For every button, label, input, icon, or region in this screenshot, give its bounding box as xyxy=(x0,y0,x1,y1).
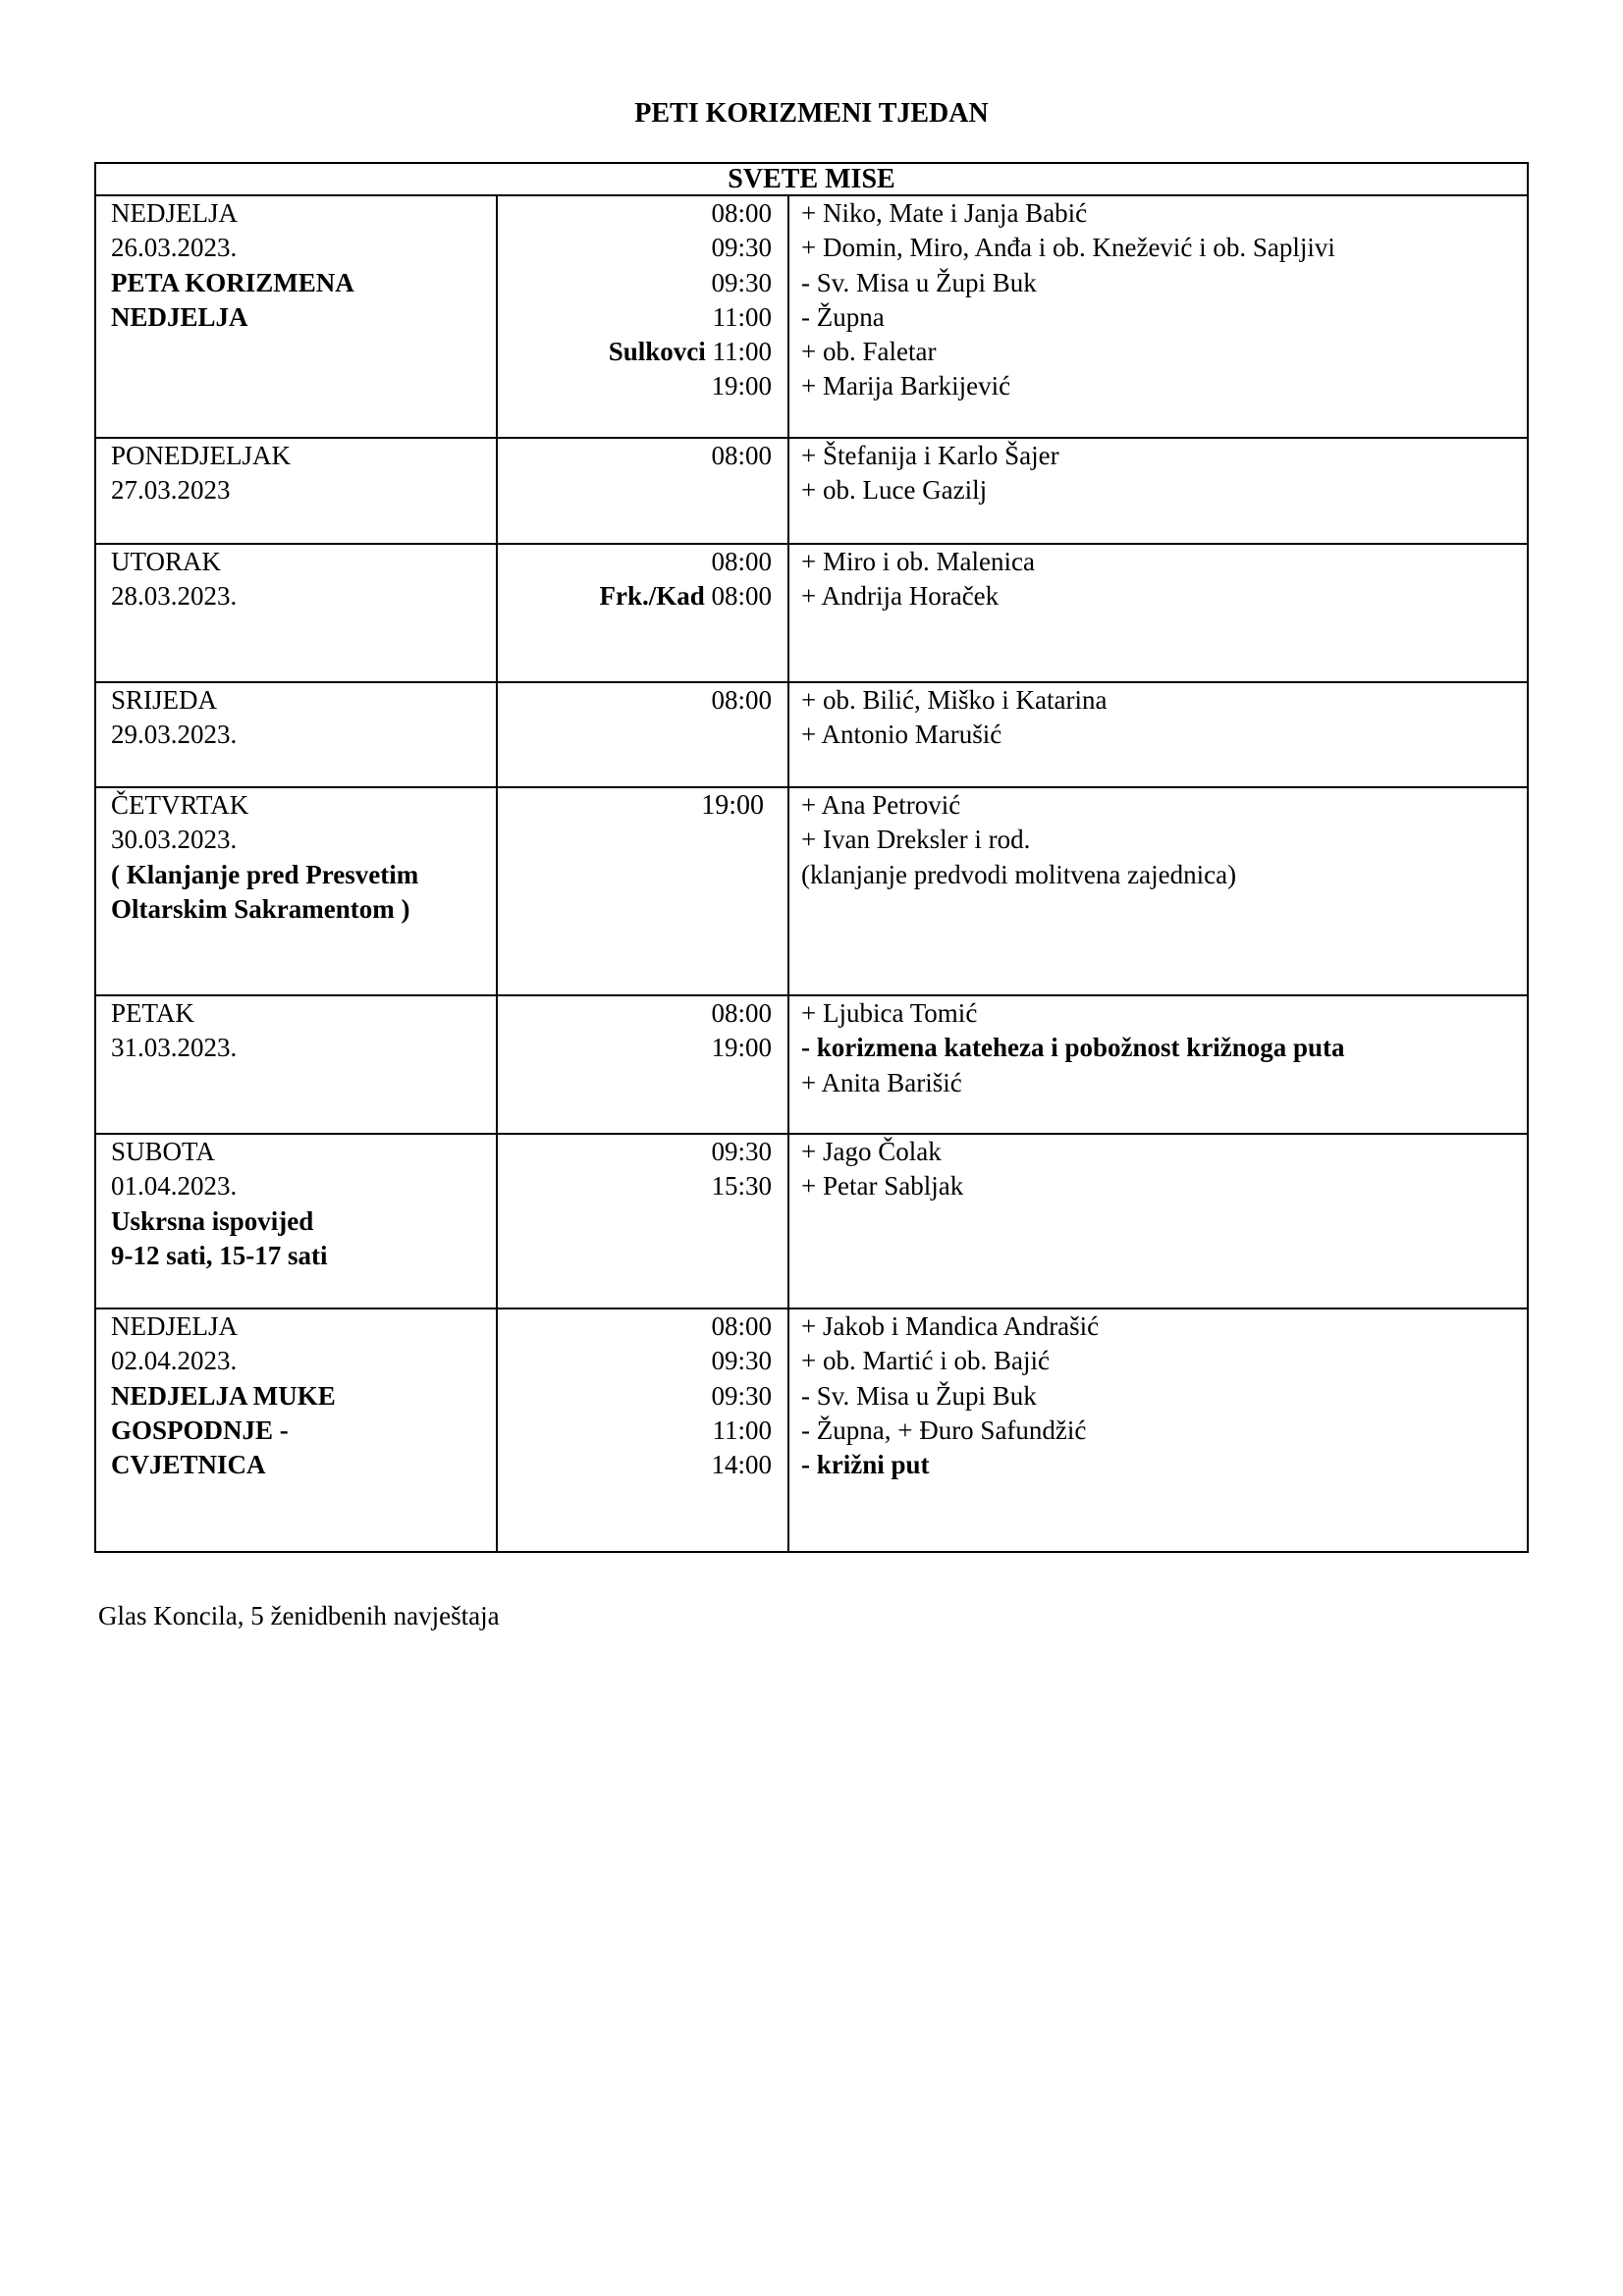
day-cell xyxy=(95,1308,497,1552)
day-name: PETAK xyxy=(111,998,194,1028)
mass-time-line xyxy=(498,545,772,579)
day-note: ( Klanjanje pred Presvetim xyxy=(111,859,419,889)
mass-intention: + Domin, Miro, Anđa i ob. Knežević i ob. Sapljivi xyxy=(801,233,1335,263)
day-date: 27.03.2023 xyxy=(111,475,231,506)
day-note: CVJETNICA xyxy=(111,1450,266,1480)
mass-time-line xyxy=(498,231,772,265)
mass-time-line xyxy=(498,266,772,300)
day-date: 31.03.2023. xyxy=(111,1033,238,1063)
mass-time: 08:00 xyxy=(711,441,772,470)
mass-time-line xyxy=(498,1379,772,1414)
mass-intention: - korizmena kateheza i pobožnost križnoga puta xyxy=(801,1033,1345,1063)
mass-time-line xyxy=(498,1344,772,1378)
day-cell xyxy=(95,438,497,544)
intentions-cell xyxy=(788,1134,1528,1308)
mass-intention: + Andrija Horaček xyxy=(801,581,1000,612)
times-cell xyxy=(497,682,788,787)
mass-intention: + ob. Martić i ob. Bajić xyxy=(801,1346,1050,1376)
mass-time: 09:30 xyxy=(711,1137,772,1166)
day-note: 9-12 sati, 15-17 sati xyxy=(111,1240,328,1270)
day-name: ČETVRTAK xyxy=(111,790,249,820)
times-cell xyxy=(497,1308,788,1552)
mass-time-line xyxy=(498,1135,772,1169)
mass-intention: (klanjanje predvodi molitvena zajednica) xyxy=(801,859,1237,889)
mass-intention: + Jago Čolak xyxy=(801,1137,942,1166)
day-note: GOSPODNJE - xyxy=(111,1415,289,1445)
day-cell xyxy=(95,544,497,682)
schedule-row xyxy=(95,1308,1528,1552)
times-cell xyxy=(497,438,788,544)
mass-time-line xyxy=(498,1414,772,1448)
mass-intention: - Sv. Misa u Župi Buk xyxy=(801,1380,1037,1411)
day-date: 28.03.2023. xyxy=(111,581,238,612)
mass-time: 19:00 xyxy=(701,790,764,821)
day-name: SUBOTA xyxy=(111,1137,215,1166)
mass-time-line xyxy=(498,369,772,403)
mass-intention: + Antonio Marušić xyxy=(801,720,1002,750)
mass-time-line xyxy=(498,300,772,335)
day-name: NEDJELJA xyxy=(111,198,238,228)
location-prefix: Frk./Kad xyxy=(599,581,705,612)
day-cell xyxy=(95,995,497,1134)
schedule-row xyxy=(95,995,1528,1134)
schedule-row xyxy=(95,682,1528,787)
schedule-row xyxy=(95,438,1528,544)
day-note: Uskrsna ispovijed xyxy=(111,1205,314,1236)
footer-note: Glas Koncila, 5 ženidbenih navještaja xyxy=(98,1601,500,1630)
mass-intention: - Sv. Misa u Župi Buk xyxy=(801,267,1037,297)
intentions-cell xyxy=(788,544,1528,682)
times-cell xyxy=(497,787,788,995)
day-cell xyxy=(95,787,497,995)
day-date: 01.04.2023. xyxy=(111,1171,238,1201)
schedule-row xyxy=(95,787,1528,995)
page-title: PETI KORIZMENI TJEDAN xyxy=(634,98,989,129)
table-header-row xyxy=(95,163,1528,195)
mass-intention: + Anita Barišić xyxy=(801,1067,962,1097)
mass-time-line xyxy=(498,1309,772,1344)
mass-time: 08:00 xyxy=(711,1311,772,1341)
schedule-row xyxy=(95,195,1528,438)
times-cell xyxy=(497,1134,788,1308)
mass-intention: + ob. Bilić, Miško i Katarina xyxy=(801,685,1108,715)
times-cell xyxy=(497,544,788,682)
mass-time: 15:30 xyxy=(711,1171,772,1201)
mass-time-line xyxy=(498,335,772,369)
mass-time-line xyxy=(498,1448,772,1482)
mass-time: 09:30 xyxy=(711,1346,772,1376)
mass-time: 19:00 xyxy=(711,371,772,401)
intentions-cell xyxy=(788,1308,1528,1552)
mass-time-line xyxy=(498,196,772,231)
intentions-cell xyxy=(788,787,1528,995)
mass-time: 09:30 xyxy=(711,1380,772,1411)
mass-time: 08:00 xyxy=(711,998,772,1028)
mass-time-line xyxy=(498,1031,772,1065)
intentions-cell xyxy=(788,682,1528,787)
day-note: NEDJELJA MUKE xyxy=(111,1380,336,1411)
mass-intention: + Miro i ob. Malenica xyxy=(801,547,1035,576)
mass-intention: - Župna xyxy=(801,301,885,332)
day-name: SRIJEDA xyxy=(111,685,218,715)
mass-time: 08:00 xyxy=(711,547,772,576)
mass-time: 08:00 xyxy=(711,581,772,612)
mass-time-line xyxy=(498,788,772,823)
day-name: NEDJELJA xyxy=(111,1311,238,1341)
mass-time: 14:00 xyxy=(711,1450,772,1480)
mass-intention: + Ivan Dreksler i rod. xyxy=(801,825,1031,855)
day-name: PONEDJELJAK xyxy=(111,441,292,470)
mass-time-line xyxy=(498,683,772,718)
intentions-cell xyxy=(788,438,1528,544)
day-cell xyxy=(95,1134,497,1308)
mass-intention: + Jakob i Mandica Andrašić xyxy=(801,1311,1100,1341)
day-cell xyxy=(95,682,497,787)
times-cell xyxy=(497,995,788,1134)
day-note: Oltarskim Sakramentom ) xyxy=(111,893,410,924)
day-name: UTORAK xyxy=(111,547,222,576)
schedule-row xyxy=(95,1134,1528,1308)
schedule-row xyxy=(95,544,1528,682)
day-date: 02.04.2023. xyxy=(111,1346,238,1376)
location-prefix: Sulkovci xyxy=(608,337,706,367)
mass-intention: + Petar Sabljak xyxy=(801,1171,964,1201)
mass-time-line xyxy=(498,439,772,473)
times-cell xyxy=(497,195,788,438)
mass-time-line xyxy=(498,579,772,614)
mass-time: 09:30 xyxy=(711,267,772,297)
mass-intention: + Ljubica Tomić xyxy=(801,998,978,1028)
day-cell xyxy=(95,195,497,438)
mass-intention: - križni put xyxy=(801,1450,930,1480)
mass-intention: + ob. Faletar xyxy=(801,337,937,367)
day-date: 30.03.2023. xyxy=(111,825,238,855)
mass-time: 09:30 xyxy=(711,233,772,263)
mass-time: 08:00 xyxy=(711,198,772,228)
mass-intention: - Župna, + Đuro Safundžić xyxy=(801,1415,1087,1445)
day-date: 29.03.2023. xyxy=(111,720,238,750)
mass-schedule-table xyxy=(94,162,1529,1553)
day-note: PETA KORIZMENA xyxy=(111,267,354,297)
mass-time-line xyxy=(498,1169,772,1203)
intentions-cell xyxy=(788,995,1528,1134)
mass-time: 19:00 xyxy=(711,1033,772,1063)
mass-intention: + Marija Barkijević xyxy=(801,371,1011,401)
mass-intention: + Niko, Mate i Janja Babić xyxy=(801,198,1088,228)
mass-intention: + Štefanija i Karlo Šajer xyxy=(801,441,1059,470)
mass-time: 11:00 xyxy=(712,337,772,367)
day-date: 26.03.2023. xyxy=(111,233,238,263)
intentions-cell xyxy=(788,195,1528,438)
day-note: NEDJELJA xyxy=(111,301,248,332)
table-header: SVETE MISE xyxy=(95,163,1528,195)
mass-time: 11:00 xyxy=(712,1415,772,1445)
mass-time: 08:00 xyxy=(711,685,772,715)
mass-time: 11:00 xyxy=(712,301,772,332)
mass-intention: + ob. Luce Gazilj xyxy=(801,475,988,506)
mass-intention: + Ana Petrović xyxy=(801,790,961,820)
mass-time-line xyxy=(498,996,772,1031)
